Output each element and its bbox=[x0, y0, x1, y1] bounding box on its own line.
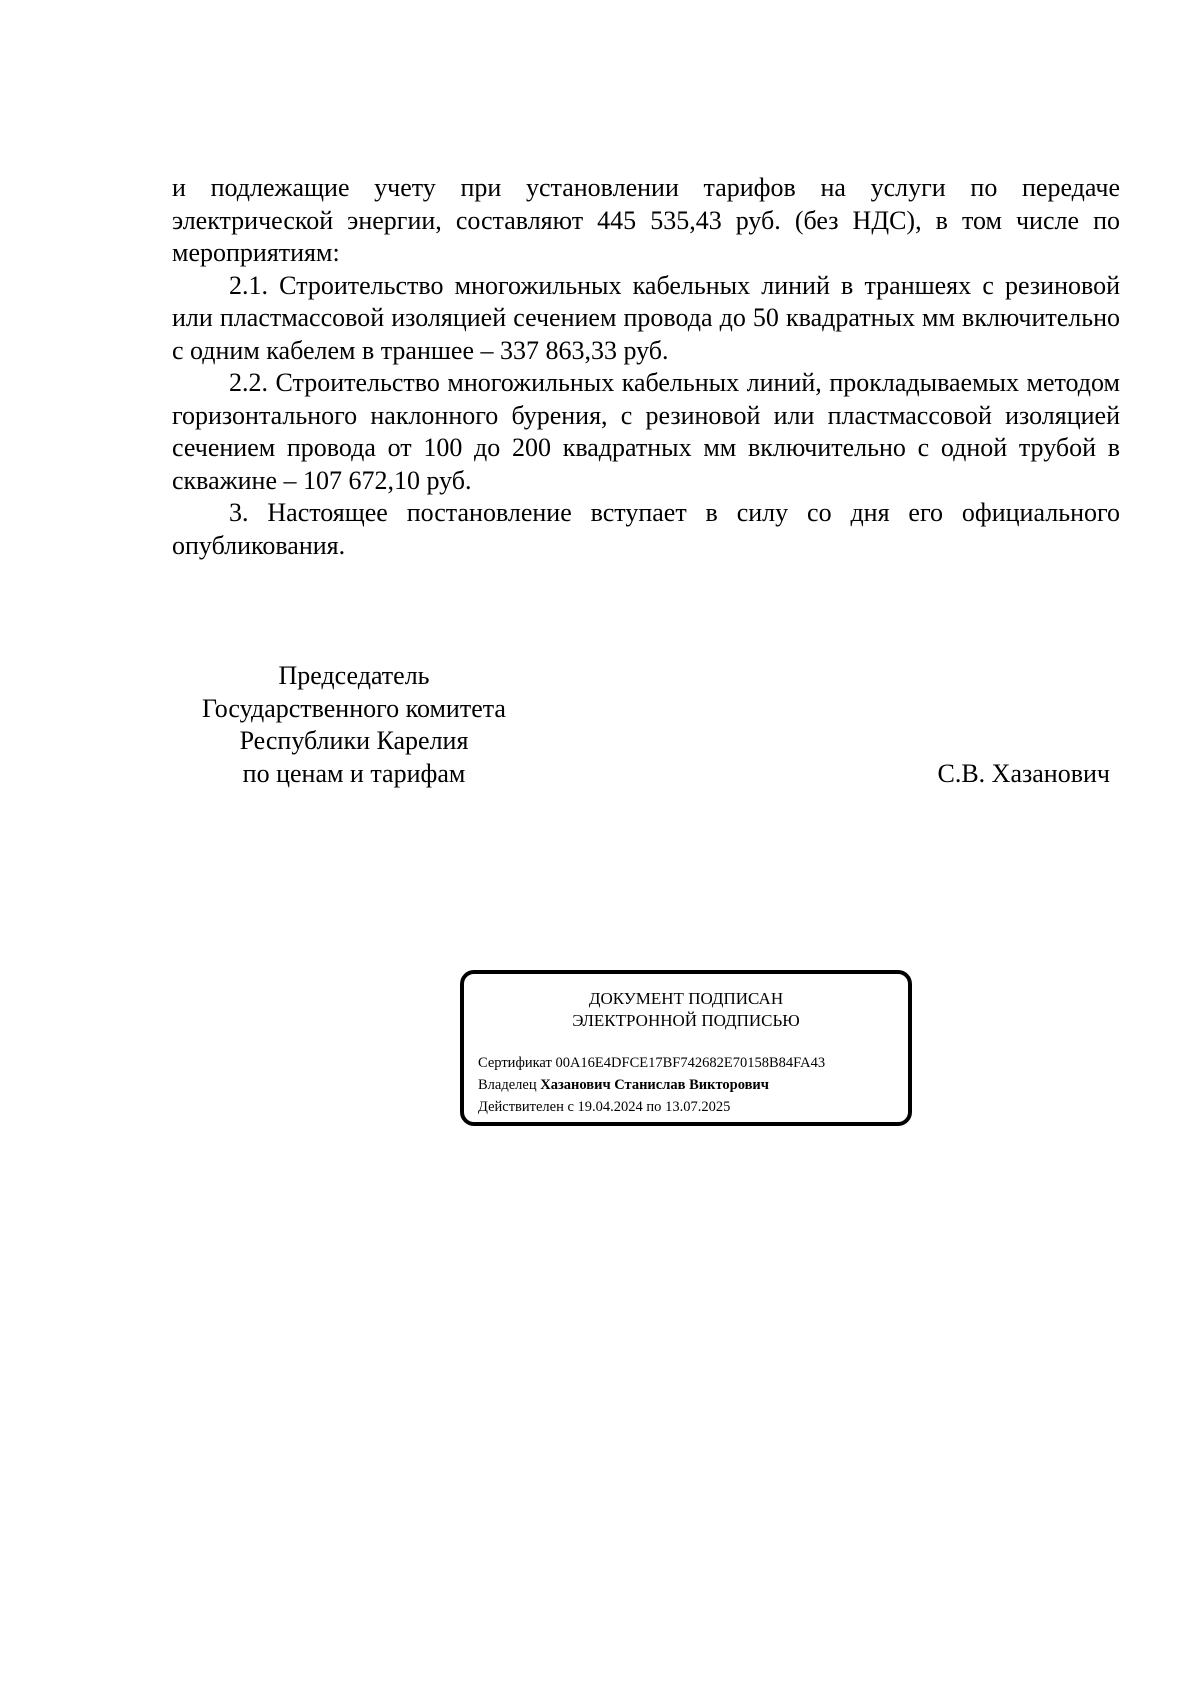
signer-position-line: Председатель bbox=[278, 661, 430, 690]
owner-label: Владелец bbox=[478, 1077, 537, 1093]
valid-to: 13.07.2025 bbox=[665, 1099, 731, 1115]
valid-to-label: по bbox=[646, 1099, 662, 1115]
stamp-header-line: ДОКУМЕНТ ПОДПИСАН bbox=[588, 989, 784, 1008]
signer-position-line: Республики Карелия bbox=[239, 726, 469, 755]
signer-position-line: по ценам и тарифам bbox=[242, 758, 466, 788]
stamp-owner-row bbox=[478, 1074, 900, 1096]
certificate-value: 00A16E4DFCE17BF742682E70158B84FA43 bbox=[555, 1055, 826, 1071]
signer-position-line: Государственного комитета bbox=[202, 693, 506, 723]
stamp-validity-row bbox=[478, 1096, 900, 1118]
certificate-label: Сертификат bbox=[478, 1055, 552, 1071]
intro-paragraph: и подлежащие учету при установлении тарифов на услуги по передаче электрической энергии, составляют 445 535,43 руб. (без НДС), в том числе по мероприятиям: bbox=[172, 173, 1120, 267]
item-2-1-paragraph: 2.1. Строительство многожильных кабельных линий в траншеях с резиновой или пластмассовой изоляцией сечением провода до 50 квадратных мм включительно с одним кабелем в траншее – 337 863,33 руб. bbox=[172, 270, 1120, 365]
valid-from: 19.04.2024 bbox=[577, 1099, 643, 1115]
owner-value: Хазанович Станислав Викторович bbox=[540, 1077, 769, 1093]
valid-label: Действителен с bbox=[478, 1099, 574, 1115]
document-body bbox=[172, 172, 1120, 562]
signer-position bbox=[172, 660, 536, 790]
stamp-header bbox=[464, 988, 908, 1032]
stamp-header-line: ЭЛЕКТРОННОЙ ПОДПИСЬЮ bbox=[572, 1011, 800, 1030]
item-3-paragraph: 3. Настоящее постановление вступает в силу со дня его официального опубликования. bbox=[172, 498, 1120, 560]
signer-name: С.В. Хазанович bbox=[937, 758, 1110, 788]
electronic-signature-stamp bbox=[460, 970, 912, 1126]
item-2-2-paragraph: 2.2. Строительство многожильных кабельных линий, прокладываемых методом горизонтального наклонного бурения, с резиновой или пластмассовой изоляцией сечением провода от 100 до 200 квадратных мм включительно с одной трубой в скважине – 107 672,10 руб. bbox=[172, 368, 1120, 495]
signature-block bbox=[172, 660, 1120, 800]
stamp-details bbox=[478, 1052, 900, 1118]
stamp-certificate-row bbox=[478, 1052, 900, 1074]
